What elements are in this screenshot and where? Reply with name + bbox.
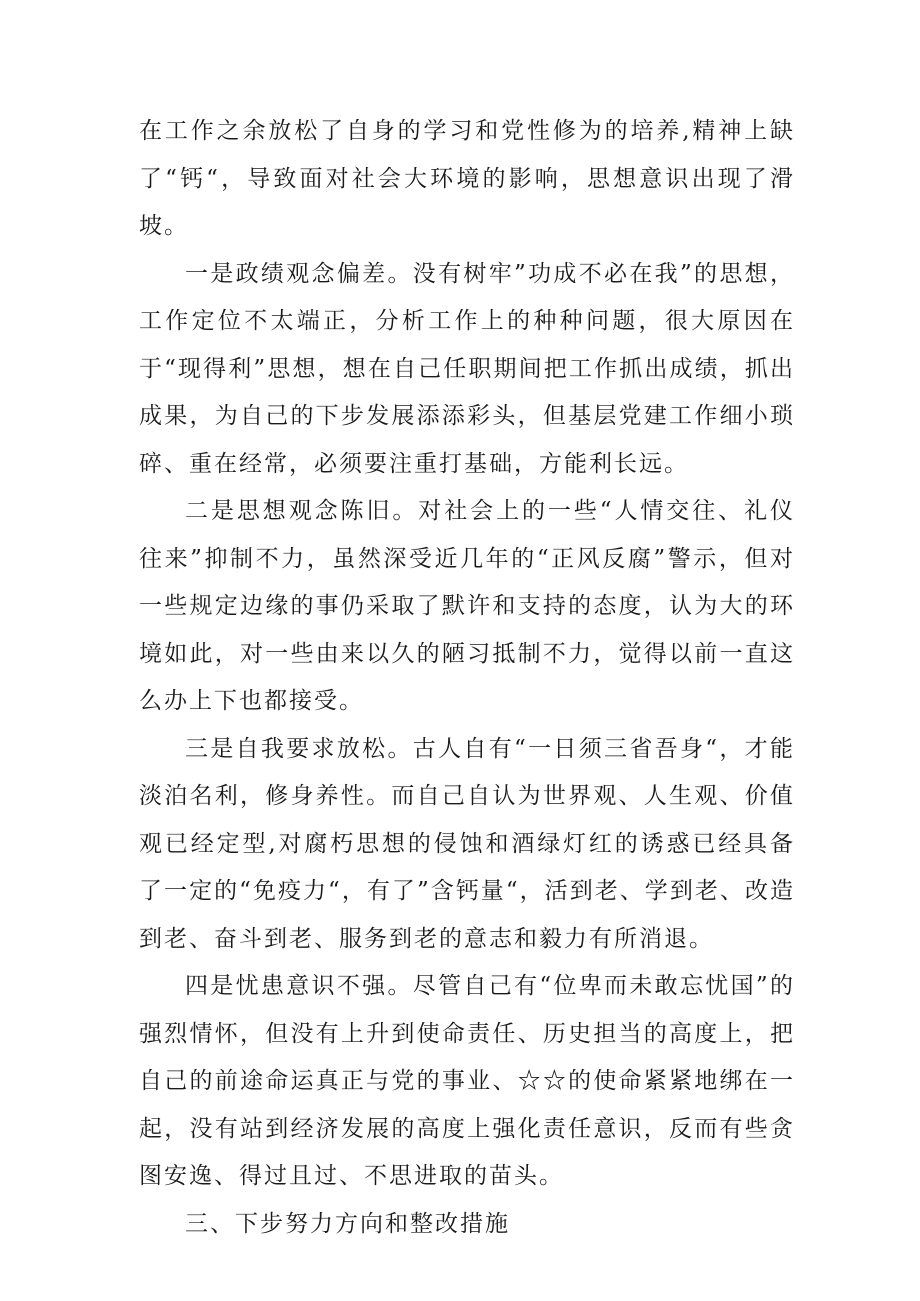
paragraph-point-four: 四是忧患意识不强。尽管自己有“位卑而未敢忘忧国”的强烈情怀，但没有上升到使命责任、历史担当的高度上，把自己的前途命运真正与党的事业、☆☆的使命紧紧地绑在一起，没有站到经济发展的高度上强化责任意识，反而有些贪图安逸、得过且过、不思进取的苗头。 <box>139 973 795 1189</box>
paragraph-point-one: 一是政绩观念偏差。没有树牢”功成不必在我”的思想，工作定位不太端正，分析工作上的种种问题，很大原因在于“现得利”思想，想在自己任职期间把工作抓出成绩，抓出成果，为自己的下步发展添添彩头，但基层党建工作细小琐碎、重在经常，必须要注重打基础，方能利长远。 <box>139 260 795 477</box>
body-text <box>139 108 795 1248</box>
section-heading: 三、下步努力方向和整改措施 <box>185 1210 510 1237</box>
paragraph-point-two: 二是思想观念陈旧。对社会上的一些“人情交往、礼仪往来”抑制不力，虽然深受近几年的“正风反腐”警示，但对一些规定边缘的事仍采取了默许和支持的态度，认为大的环境如此，对一些由来以久的陋习抵制不力，觉得以前一直这么办上下也都接受。 <box>139 498 795 714</box>
paragraph-continuation: 在工作之余放松了自身的学习和党性修为的培养,精神上缺了“钙“，导致面对社会大环境的影响，思想意识出现了滑坡。 <box>139 118 795 239</box>
paragraph-point-three: 三是自我要求放松。古人自有“一日须三省吾身“，才能淡泊名利，修身养性。而自己自认为世界观、人生观、价值观已经定型,对腐朽思想的侵蚀和酒绿灯红的诱惑已经具备了一定的“免疫力“，有了”含钙量“，活到老、学到老、改造到老、奋斗到老、服务到老的意志和毅力有所消退。 <box>139 735 795 952</box>
